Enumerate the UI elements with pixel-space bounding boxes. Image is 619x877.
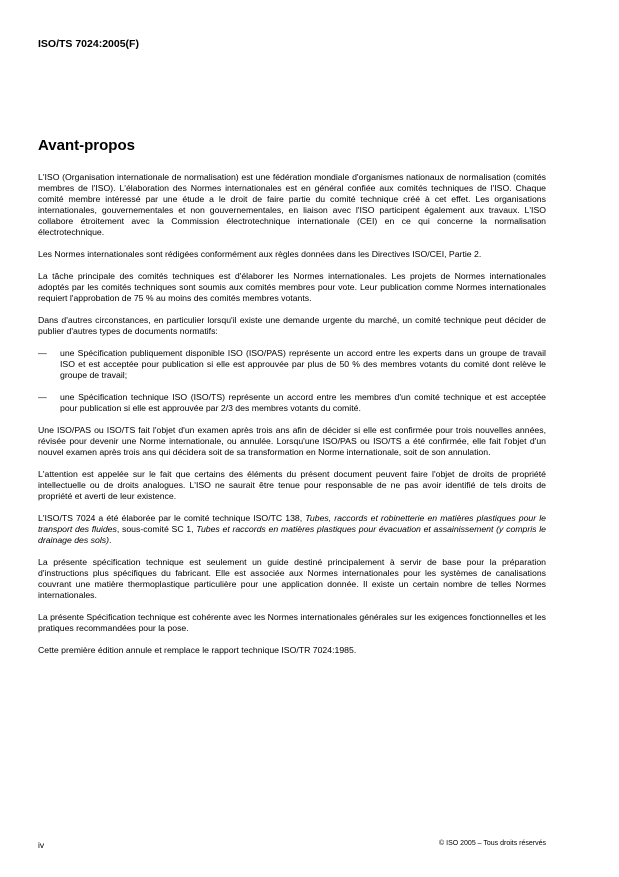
paragraph-committee bbox=[38, 513, 546, 546]
paragraph-iso-organisation: L'ISO (Organisation internationale de normalisation) est une fédération mondiale d'organismes nationaux de normalisation (comités membres de l'ISO). L'élaboration des Normes internationales est en général confiée aux comités techniques de l'ISO. Chaque comité membre intéressé par une étude a le droit de faire partie du comité technique créé à cet effet. Les organisations internationales, gouvernementales et non gouvernementales, en liaison avec l'ISO participent également aux travaux. L'ISO collabore étroitement avec la Commission électrotechnique internationale (CEI) en ce qui concerne la normalisation électrotechnique. bbox=[38, 172, 546, 237]
paragraph-edition: Cette première édition annule et remplace le rapport technique ISO/TR 7024:1985. bbox=[38, 645, 357, 655]
paragraph-guide: La présente spécification technique est seulement un guide destiné principalement à servir de base pour la préparation d'instructions plus spécifiques du fabricant. Elle est associée aux Normes internationales pour les systèmes de canalisations couvrant une matière thermoplastique particulière pour une application donnée. Il existe un certain nombre de telles Normes internationales. bbox=[38, 557, 546, 600]
bullet-text-ts: une Spécification technique ISO (ISO/TS) représente un accord entre les membres d'un comité technique et est acceptée pour publication si elle est approuvée par 2/3 des membres votants du comité. bbox=[60, 392, 546, 413]
paragraph-review: Une ISO/PAS ou ISO/TS fait l'objet d'un examen après trois ans afin de décider si elle est confirmée pour trois nouvelles années, révisée pour devenir une Norme internationale, ou annulée. Lorsqu'une ISO/PAS ou ISO/TS a été confirmée, elle fait l'objet d'un nouvel examen après trois ans qui décidera soit de sa transformation en Norme internationale, soit de son annulation. bbox=[38, 425, 546, 457]
bullet-dash: — bbox=[38, 392, 47, 402]
committee-title: Tubes, raccords et robinetterie en matières plastiques pour le transport des fluides bbox=[38, 513, 546, 534]
list-item-pas bbox=[38, 348, 546, 381]
page-title: Avant-propos bbox=[38, 137, 135, 154]
document-header: ISO/TS 7024:2005(F) bbox=[38, 38, 139, 50]
list-item-ts bbox=[38, 392, 546, 414]
page-number: iv bbox=[38, 840, 45, 850]
subcommittee-text: , sous-comité SC 1, bbox=[116, 524, 197, 534]
foreword-body bbox=[38, 172, 546, 667]
paragraph-coherence: La présente Spécification technique est cohérente avec les Normes internationales générales sur les exigences fonctionnelles et les pratiques recommandées pour la pose. bbox=[38, 612, 546, 633]
bullet-dash: — bbox=[38, 348, 47, 358]
committee-text: L'ISO/TS 7024 a été élaborée par le comité technique ISO/TC 138, bbox=[38, 513, 306, 523]
paragraph-main-task: La tâche principale des comités techniques est d'élaborer les Normes internationales. Les projets de Normes internationales adoptés par les comités techniques sont soumis aux comités membres pour vote. Leur publication comme Normes internationales requiert l'approbation de 75 % au moins des comités membres votants. bbox=[38, 271, 546, 303]
paragraph-directives: Les Normes internationales sont rédigées conformément aux règles données dans les Directives ISO/CEI, Partie 2. bbox=[38, 249, 482, 259]
bullet-text-pas: une Spécification publiquement disponible ISO (ISO/PAS) représente un accord entre les experts dans un groupe de travail ISO et est acceptée pour publication si elle est approuvée par plus de 50 % des membres votants du comité dont relève le groupe de travail; bbox=[60, 348, 546, 380]
paragraph-other-circumstances: Dans d'autres circonstances, en particulier lorsqu'il existe une demande urgente du marché, un comité technique peut décider de publier d'autres types de documents normatifs: bbox=[38, 315, 546, 336]
copyright-notice: © ISO 2005 – Tous droits réservés bbox=[439, 840, 546, 847]
committee-period: . bbox=[109, 535, 112, 545]
paragraph-patent-rights: L'attention est appelée sur le fait que certains des éléments du présent document peuvent faire l'objet de droits de propriété intellectuelle ou de droits analogues. L'ISO ne saurait être tenue pour responsable de ne pas avoir identifié de tels droits de propriété et averti de leur existence. bbox=[38, 469, 546, 501]
subcommittee-title: Tubes et raccords en matières plastiques pour évacuation et assainissement (y compris le drainage des sols) bbox=[38, 524, 546, 545]
